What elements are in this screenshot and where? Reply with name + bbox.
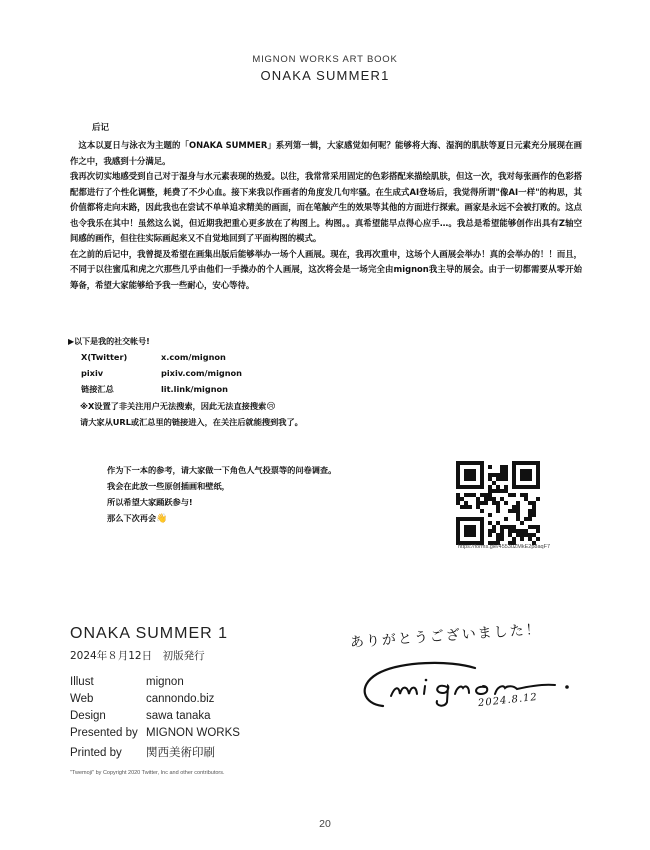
survey-text: 我会在此放一些原创插画和壁纸， xyxy=(107,481,230,491)
survey-text-closing xyxy=(107,513,167,524)
social-link[interactable]: pixiv.com/mignon xyxy=(161,368,243,378)
publication-date: 2024年８月12日 初版発行 xyxy=(70,650,205,662)
credit-name: mignon xyxy=(146,676,184,688)
afterword-paragraph: 这本以夏日与泳衣为主题的「ONAKA SUMMER」系列第一辑，大家感觉如何呢？能够将大海、湿润的肌肤等夏日元素充分展现在画作之中，我感到十分满足。 xyxy=(70,140,582,166)
social-link[interactable]: x.com/mignon xyxy=(161,352,226,362)
credit-role: Design xyxy=(70,710,106,722)
credit-row xyxy=(70,693,214,705)
colophon-title: ONAKA SUMMER 1 xyxy=(70,625,229,642)
credit-name: MIGNON WORKS xyxy=(146,727,240,739)
search-note xyxy=(80,401,276,412)
social-row-litlink xyxy=(81,384,228,395)
credit-row xyxy=(70,744,215,760)
signature-date: 2024.8.12 xyxy=(477,691,539,710)
page-number: 20 xyxy=(319,818,331,830)
social-label: 链接汇总 xyxy=(81,384,114,394)
search-note-line-2: 请大家从URL或汇总里的链接进入，在关注后就能搜到我了。 xyxy=(80,417,303,427)
social-row-pixiv xyxy=(81,368,242,378)
search-note-text: ※X设置了非关注用户无法搜索，因此无法直接搜索 xyxy=(80,401,267,411)
social-row-twitter xyxy=(81,352,226,362)
handwritten-thanks: ありがとうございました！ xyxy=(349,621,543,651)
afterword-paragraph: 在之前的后记中，我曾提及希望在画集出版后能够举办一场个人画展。现在，我再次重申，这场个人画展会举办！真的会举办的！！而且，不同于以往蜜瓜和虎之穴那些几乎由他们一手操办的个人画展，这次将会是一场完全由mignon我主导的展会。由于一切都需要从零开始筹备，希望大家能够给予我一些耐心，安心等待。 xyxy=(70,248,582,290)
credit-name: cannondo.biz xyxy=(146,693,215,705)
credit-name: sawa tanaka xyxy=(146,710,211,722)
book-series-label: MIGNON WORKS ART BOOK xyxy=(252,54,398,65)
credit-row xyxy=(70,676,184,688)
social-heading: ▶以下是我的社交帐号! xyxy=(68,337,150,346)
signature-drawing xyxy=(355,656,585,716)
social-label: X(Twitter) xyxy=(81,352,128,362)
credit-role: Printed by xyxy=(70,747,122,759)
credit-role: Presented by xyxy=(70,727,138,739)
survey-closing-text: 那么下次再会 xyxy=(107,513,157,523)
survey-text: 所以希望大家踊跃参与! xyxy=(107,497,193,507)
waving-hand-icon: 👋 xyxy=(156,514,168,524)
twemoji-attribution: "Twemoji" by Copyright 2020 Twitter, Inc and other contributors. xyxy=(70,770,225,776)
afterword-heading: 后记 xyxy=(92,123,110,133)
book-title: ONAKA SUMMER1 xyxy=(260,68,390,83)
survey-text: 作为下一本的参考，请大家做一下角色人气投票等的问卷调查。 xyxy=(107,465,337,475)
credit-row xyxy=(70,710,211,722)
signature-name xyxy=(0,0,1,1)
crying-face-icon: 😢 xyxy=(266,402,276,412)
credit-row xyxy=(70,727,240,739)
afterword-body xyxy=(70,138,582,293)
survey-url[interactable]: https://forms.gle/4553uZMkE2p8aqF7 xyxy=(457,544,551,550)
credit-role: Web xyxy=(70,693,94,705)
social-link[interactable]: lit.link/mignon xyxy=(161,384,228,394)
credit-name: 関西美術印刷 xyxy=(146,747,215,759)
social-label: pixiv xyxy=(81,368,104,378)
qr-code-icon[interactable] xyxy=(456,461,540,545)
credit-role: Illust xyxy=(70,676,94,688)
afterword-paragraph: 我再次切实地感受到自己对于湿身与水元素表现的热爱。以往，我常常采用固定的色彩搭配来描绘肌肤，但这一次，我对每张画作的色彩搭配都进行了个性化调整，耗费了不少心血。接下来我以作画者的角度发几句牢骚。在生成式AI登场后，我觉得所谓"像AI一样"的构思，其价值都将走向末路，因此我也在尝试不单单追求精美的画面，而在笔触产生的效果等其他的方面进行探索。画家是永远不会被打败的。这点也令我乐在其中！虽然这么说，但近期我把重心更多放在了构图上。构图。。真希望能早点得心应手…。我总是希望能够创作出具有Z轴空间感的画作，但往往实际画起来又不自觉地回到了平面构图的模式。 xyxy=(70,171,582,243)
